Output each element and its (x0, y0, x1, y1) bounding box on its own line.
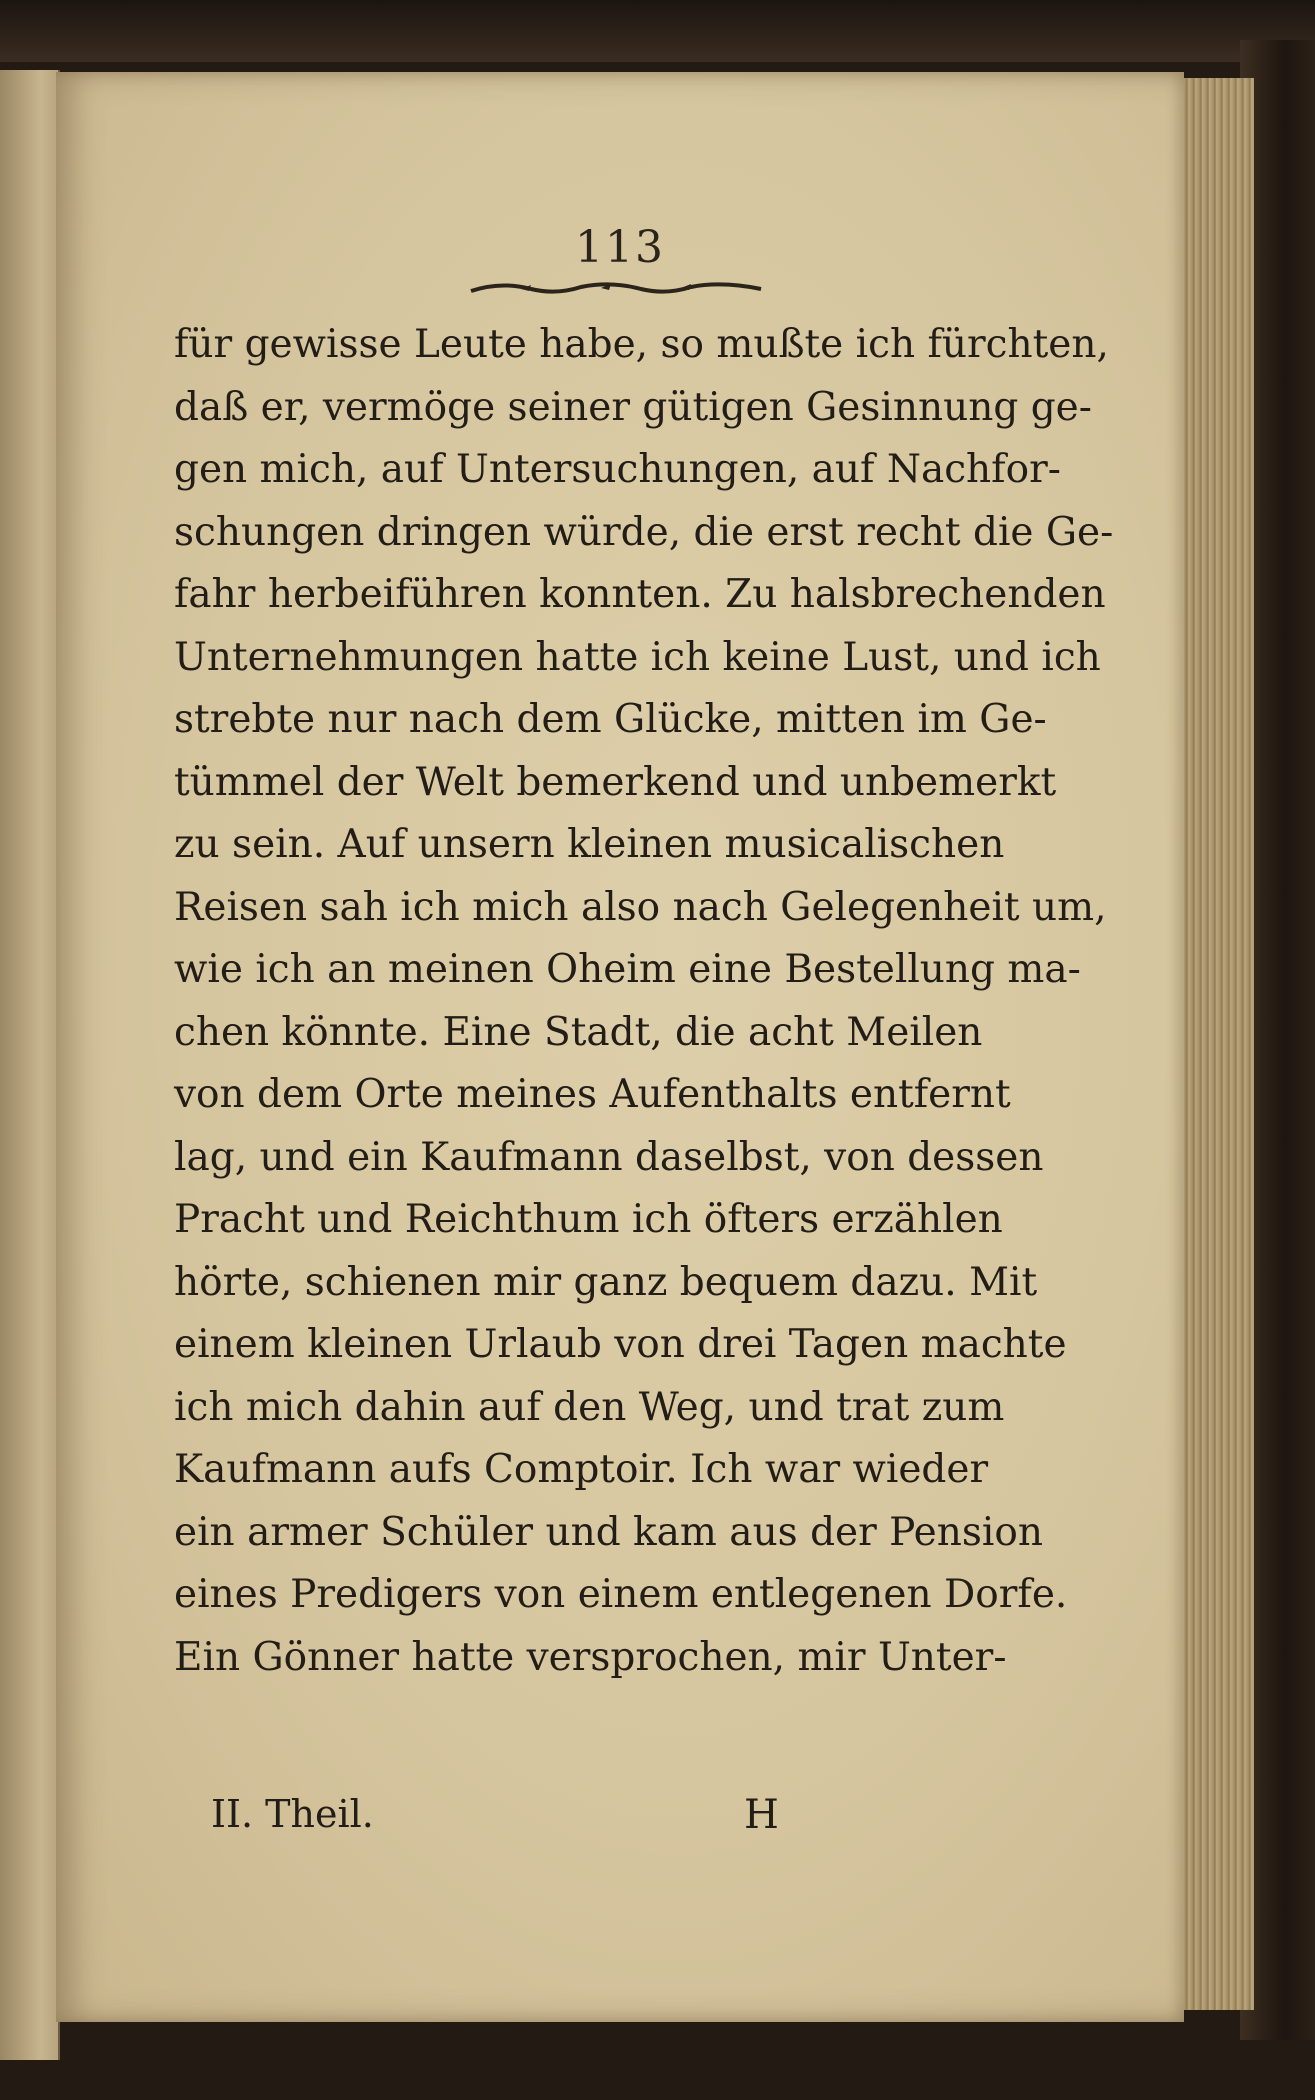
text-line: ein armer Schüler und kam aus der Pension (174, 1509, 1043, 1555)
text-line: wie ich an meinen Oheim eine Bestellung ma- (174, 947, 1081, 992)
ornament-rule (461, 277, 781, 301)
page-footer (56, 1792, 1184, 1852)
text-line: Reisen sah ich mich also nach Gelegenheit um, (174, 884, 1107, 930)
text-line: eines Predigers von einem entlegenen Dorfe. (174, 1572, 1068, 1617)
signature-mark: II. Theil. (211, 1792, 374, 1836)
book-cover-top (0, 0, 1315, 62)
text-line: gen mich, auf Untersuchungen, auf Nachfor- (174, 447, 1061, 492)
text-line: strebte nur nach dem Glücke, mitten im Ge- (174, 697, 1047, 742)
book-page (56, 72, 1184, 2022)
text-line: tümmel der Welt bemerkend und unbemerkt (174, 759, 1057, 805)
text-line: Unternehmungen hatte ich keine Lust, und ich (174, 634, 1101, 680)
text-line: schungen dringen würde, die erst recht die Ge- (174, 509, 1114, 555)
text-line: einem kleinen Urlaub von drei Tagen machte (174, 1322, 1067, 1367)
body-text (174, 314, 1114, 1689)
text-line: lag, und ein Kaufmann daselbst, von dessen (174, 1134, 1044, 1180)
text-line: ich mich dahin auf den Weg, und trat zum (174, 1384, 1005, 1430)
text-line: zu sein. Auf unsern kleinen musicalischen (174, 822, 1005, 867)
facing-page-edge (0, 70, 60, 2060)
text-line: Pracht und Reichthum ich öfters erzählen (174, 1197, 1003, 1242)
text-line: von dem Orte meines Aufenthalts entfernt (174, 1072, 1011, 1117)
text-line: chen könnte. Eine Stadt, die acht Meilen (174, 1009, 983, 1055)
catchword: H (744, 1792, 779, 1838)
text-line: hörte, schienen mir ganz bequem dazu. Mit (174, 1259, 1038, 1305)
text-line: daß er, vermöge seiner gütigen Gesinnung ge- (174, 384, 1092, 430)
text-line: Kaufmann aufs Comptoir. Ich war wieder (174, 1447, 989, 1492)
text-line: Ein Gönner hatte versprochen, mir Unter- (174, 1634, 1007, 1680)
text-line: fahr herbeiführen konnten. Zu halsbrechenden (174, 572, 1106, 617)
page-block-edges (1180, 78, 1254, 2010)
text-line: für gewisse Leute habe, so mußte ich fürchten, (174, 322, 1109, 367)
page-number: 113 (575, 222, 665, 273)
